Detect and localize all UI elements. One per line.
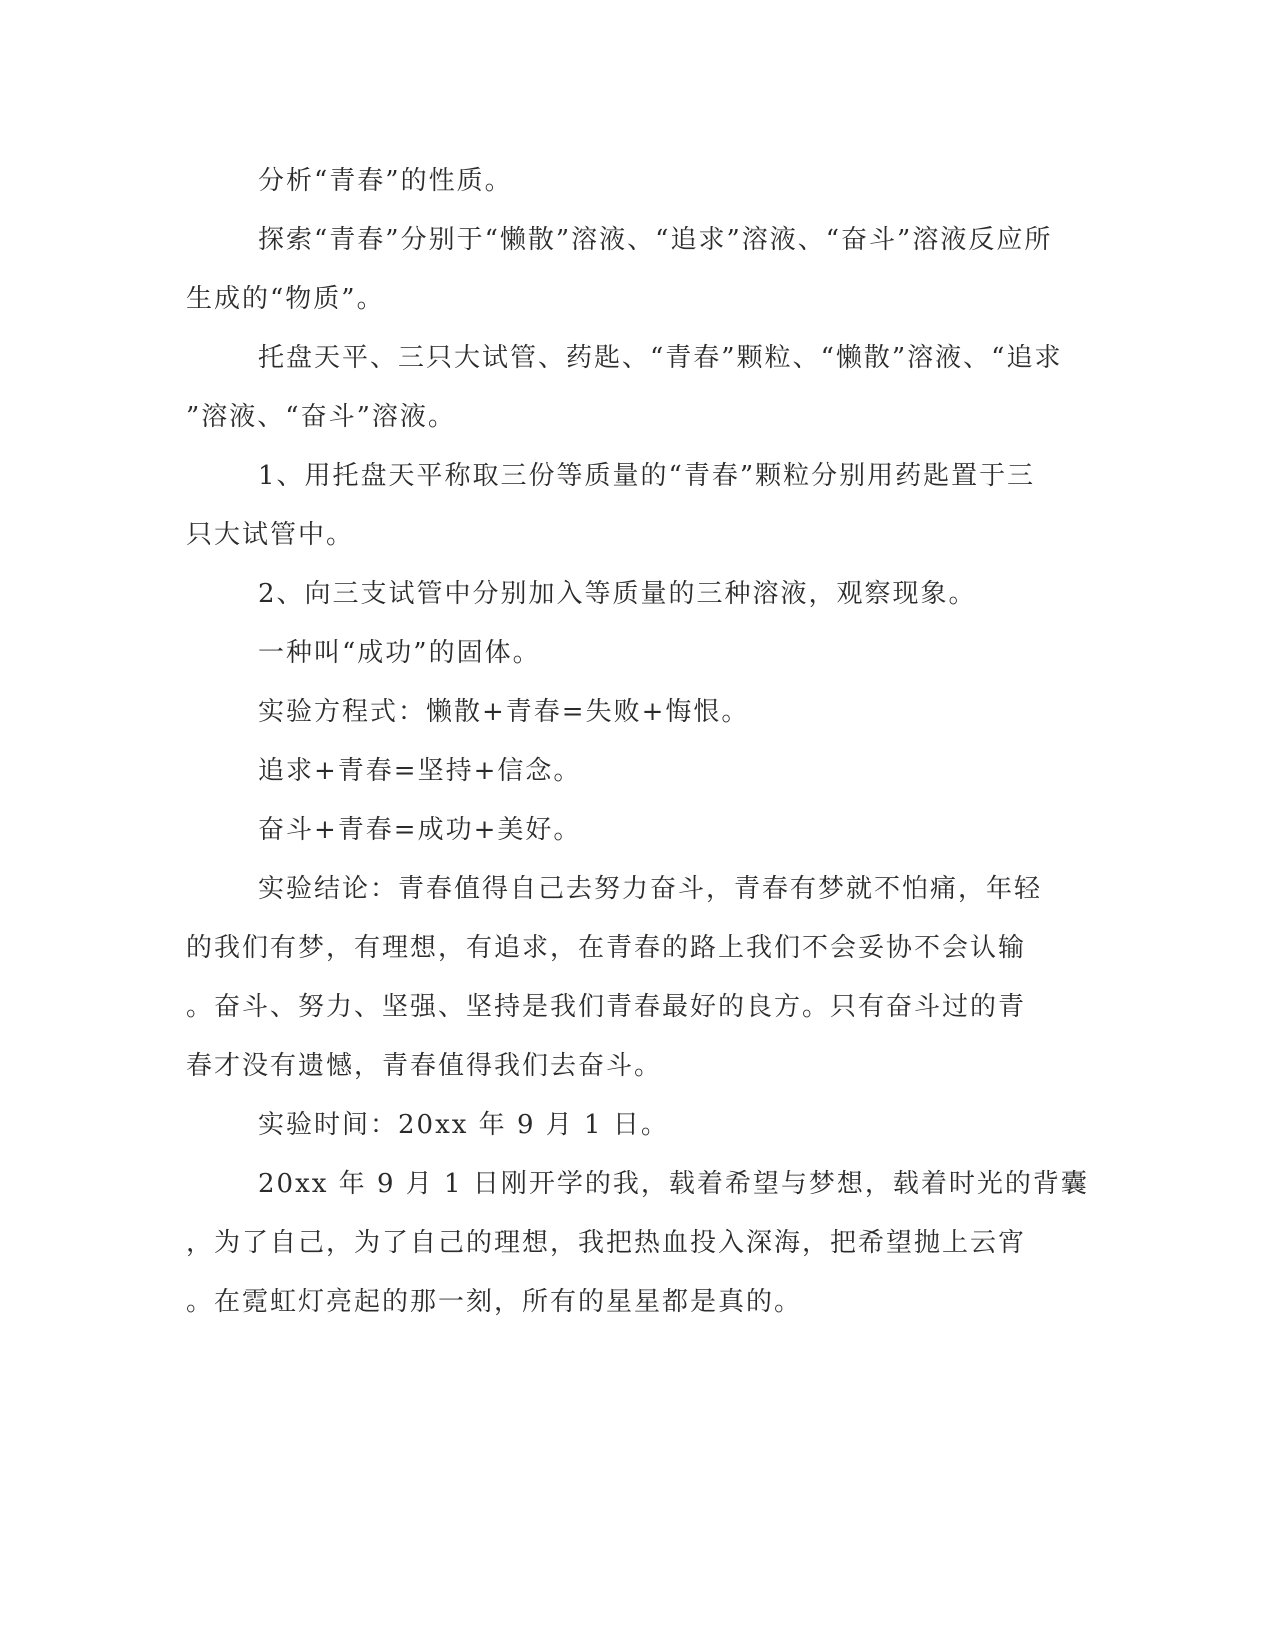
- paragraph-line: 。奋斗、努力、坚强、坚持是我们青春最好的良方。只有奋斗过的青: [186, 992, 1027, 1022]
- paragraph-line: 追求+青春=坚持+信念。: [258, 756, 582, 786]
- paragraph-line: 分析“青春”的性质。: [258, 166, 513, 196]
- paragraph-line: 实验时间：20xx 年 9 月 1 日。: [258, 1110, 669, 1140]
- paragraph-line: 托盘天平、三只大试管、药匙、“青春”颗粒、“懒散”溶液、“追求: [258, 343, 1063, 373]
- paragraph-line: 一种叫“成功”的固体。: [258, 638, 541, 668]
- paragraph-line: 。在霓虹灯亮起的那一刻，所有的星星都是真的。: [186, 1287, 803, 1317]
- paragraph-line: 实验方程式：懒散+青春=失败+悔恨。: [258, 697, 750, 727]
- paragraph-line: 的我们有梦，有理想，有追求，在青春的路上我们不会妥协不会认输: [186, 933, 1027, 963]
- paragraph-line: 20xx 年 9 月 1 日刚开学的我，载着希望与梦想，载着时光的背囊: [258, 1169, 1089, 1199]
- paragraph-line: 奋斗+青春=成功+美好。: [258, 815, 582, 845]
- paragraph-line: 生成的“物质”。: [186, 284, 385, 314]
- paragraph-line: ”溶液、“奋斗”溶液。: [186, 402, 456, 432]
- paragraph-line: 只大试管中。: [186, 520, 355, 550]
- paragraph-line: 实验结论：青春值得自己去努力奋斗，青春有梦就不怕痛，年轻: [258, 874, 1043, 904]
- paragraph-line: 探索“青春”分别于“懒散”溶液、“追求”溶液、“奋斗”溶液反应所: [258, 225, 1053, 255]
- paragraph-line: ，为了自己，为了自己的理想，我把热血投入深海，把希望抛上云宵: [186, 1228, 1027, 1258]
- paragraph-line: 2、向三支试管中分别加入等质量的三种溶液，观察现象。: [258, 579, 977, 609]
- paragraph-line: 1、用托盘天平称取三份等质量的“青春”颗粒分别用药匙置于三: [258, 461, 1036, 491]
- paragraph-line: 春才没有遗憾，青春值得我们去奋斗。: [186, 1051, 663, 1081]
